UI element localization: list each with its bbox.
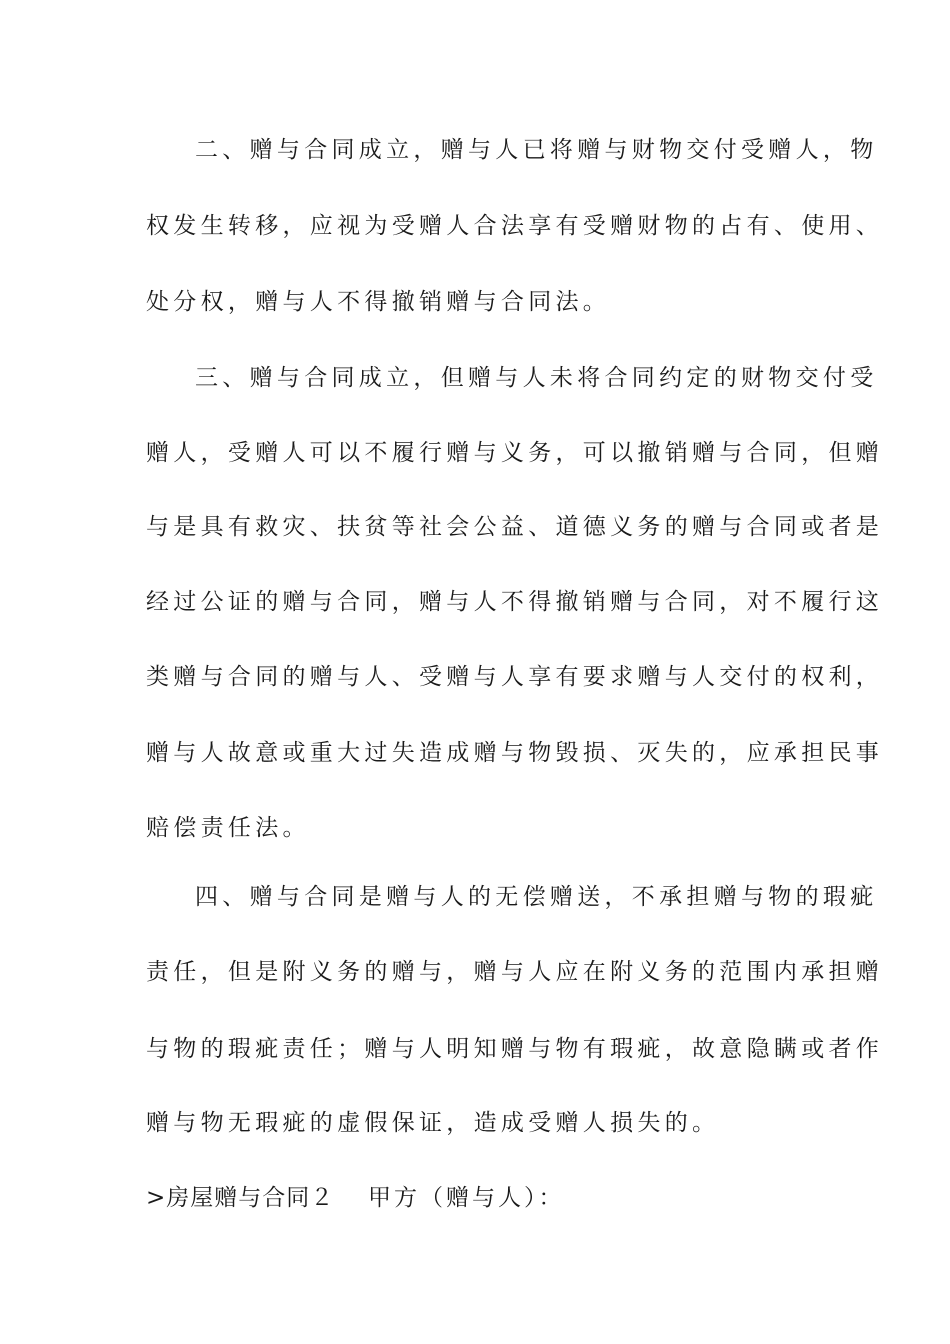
paragraph-3-line-3: 与是具有救灾、扶贫等社会公益、道德义务的赠与合同或者是 xyxy=(146,514,884,540)
paragraph-3-line-5: 类赠与合同的赠与人、受赠与人享有要求赠与人交付的权利， xyxy=(146,664,884,690)
paragraph-2-line-1: 二、赠与合同成立，赠与人已将赠与财物交付受赠人，物 xyxy=(195,137,878,163)
paragraph-3-line-1: 三、赠与合同成立，但赠与人未将合同约定的财物交付受 xyxy=(195,365,878,391)
party-a-label: 甲方（赠与人）： xyxy=(368,1185,565,1211)
paragraph-2-line-2: 权发生转移，应视为受赠人合法享有受赠财物的占有、使用、 xyxy=(146,213,884,239)
paragraph-3-line-2: 赠人，受赠人可以不履行赠与义务，可以撤销赠与合同，但赠 xyxy=(146,440,884,466)
paragraph-4-line-4: 赠与物无瑕疵的虚假保证，造成受赠人损失的。 xyxy=(146,1110,720,1136)
paragraph-4-line-2: 责任，但是附义务的赠与，赠与人应在附义务的范围内承担赠 xyxy=(146,959,884,985)
paragraph-2-line-3: 处分权，赠与人不得撤销赠与合同法。 xyxy=(146,289,611,315)
paragraph-3-line-7: 赔偿责任法。 xyxy=(146,815,310,841)
contract-title: >房屋赠与合同２ xyxy=(146,1185,335,1211)
paragraph-4-line-1: 四、赠与合同是赠与人的无偿赠送，不承担赠与物的瑕疵 xyxy=(195,884,878,910)
paragraph-4-line-3: 与物的瑕疵责任；赠与人明知赠与物有瑕疵，故意隐瞒或者作 xyxy=(146,1036,884,1062)
contract-heading-line xyxy=(146,1183,806,1213)
paragraph-3-line-6: 赠与人故意或重大过失造成赠与物毁损、灭失的，应承担民事 xyxy=(146,740,884,766)
paragraph-3-line-4: 经过公证的赠与合同，赠与人不得撤销赠与合同，对不履行这 xyxy=(146,589,884,615)
